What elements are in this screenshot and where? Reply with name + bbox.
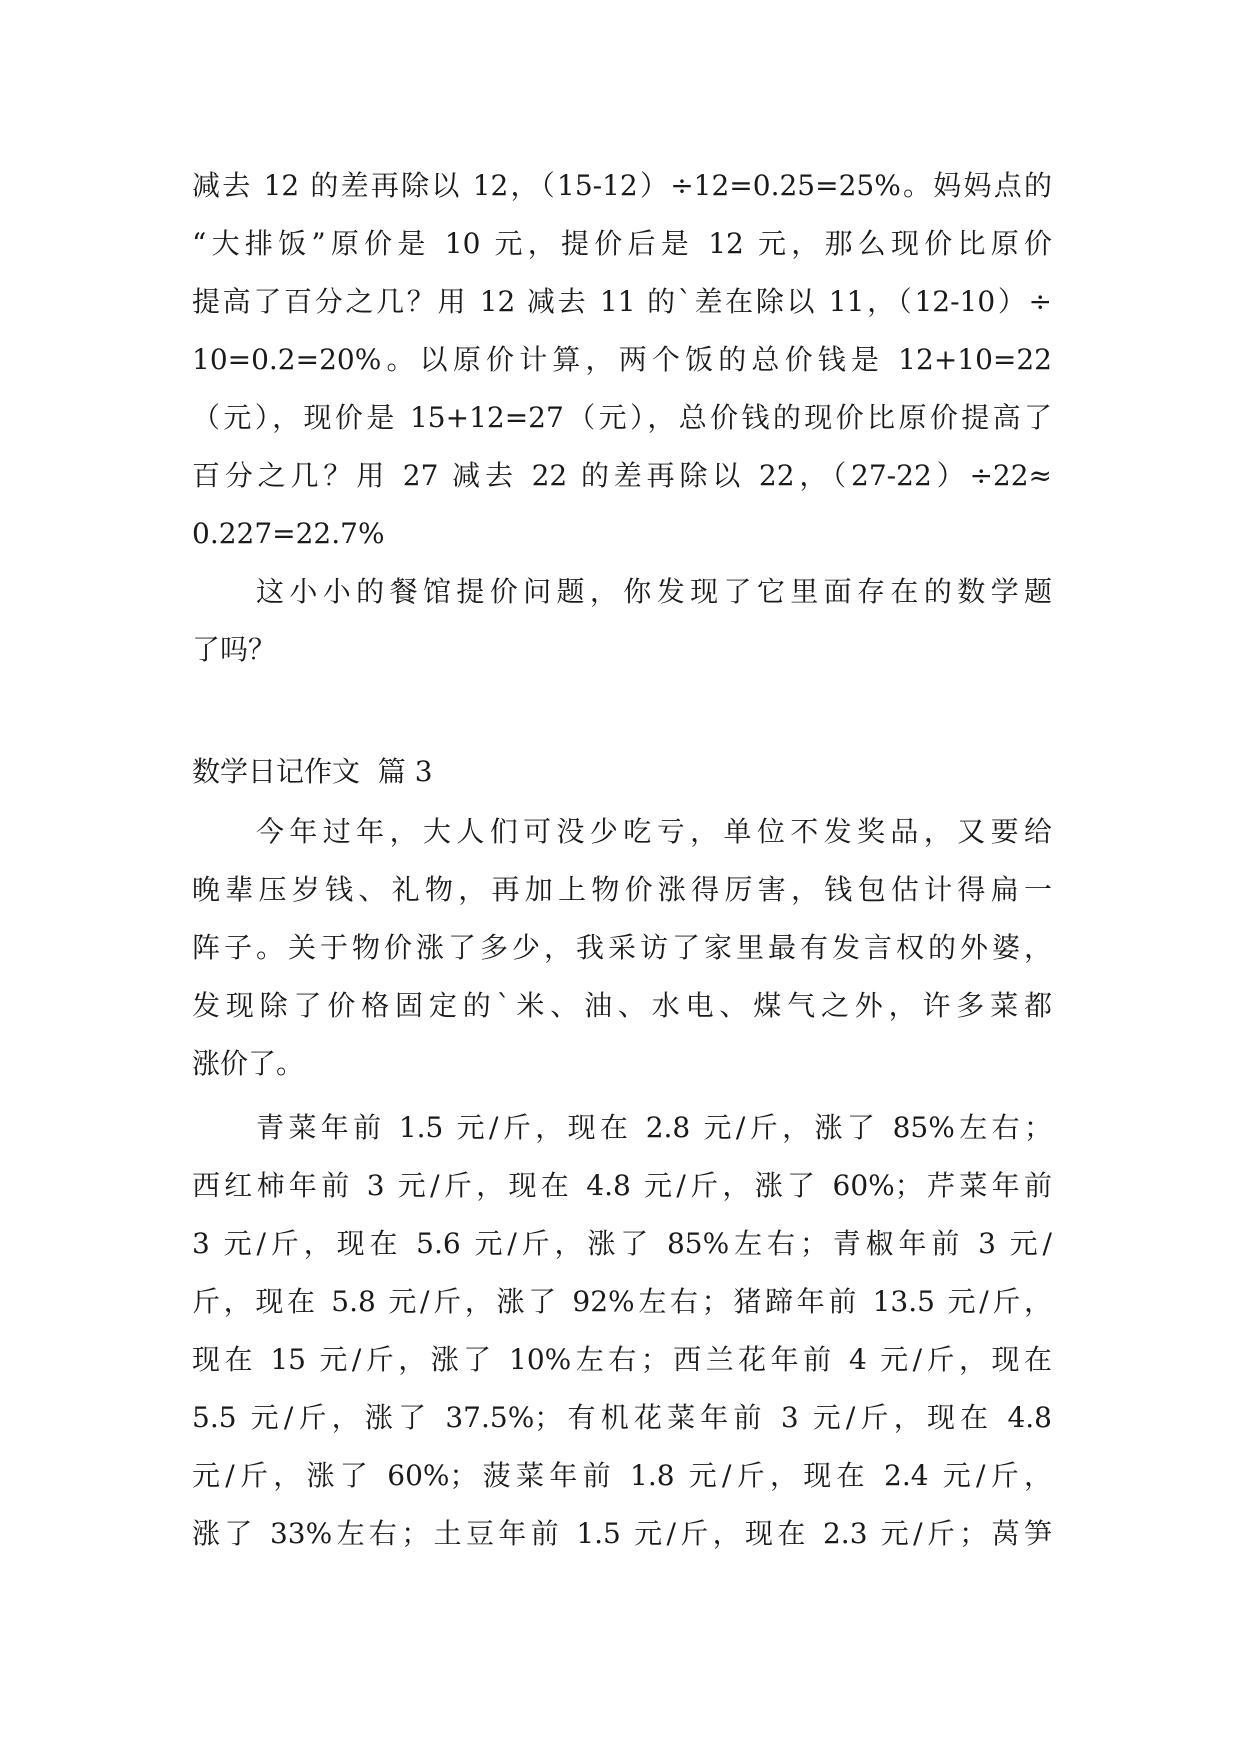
paragraph-line: 5.5 元/斤，涨了 37.5%；有机花菜年前 3 元/斤，现在 4.8 bbox=[192, 1401, 1052, 1434]
paragraph-line: 3 元/斤，现在 5.6 元/斤，涨了 85%左右；青椒年前 3 元/ bbox=[192, 1227, 1052, 1260]
paragraph-line: 0.227=22.7% bbox=[192, 517, 385, 550]
paragraph-line: 元/斤，涨了 60%；菠菜年前 1.8 元/斤，现在 2.4 元/斤， bbox=[192, 1459, 1052, 1492]
paragraph-line: 涨价了。 bbox=[192, 1047, 305, 1080]
section-heading: 数学日记作文 篇 3 bbox=[192, 755, 433, 788]
paragraph-line: （元），现价是 15+12=27（元），总价钱的现价比原价提高了 bbox=[192, 401, 1052, 434]
paragraph-line: 减去 12 的差再除以 12，（15-12）÷12=0.25=25%。妈妈点的 bbox=[192, 169, 1052, 202]
paragraph-line: 斤，现在 5.8 元/斤，涨了 92%左右；猪蹄年前 13.5 元/斤， bbox=[192, 1285, 1052, 1318]
paragraph-line: 今年过年，大人们可没少吃亏，单位不发奖品，又要给 bbox=[256, 815, 1052, 848]
paragraph-line: 10=0.2=20%。以原价计算，两个饭的总价钱是 12+10=22 bbox=[192, 343, 1052, 376]
paragraph-line: 西红柿年前 3 元/斤，现在 4.8 元/斤，涨了 60%；芹菜年前 bbox=[192, 1169, 1052, 1202]
paragraph-line: 百分之几？用 27 减去 22 的差再除以 22，（27-22）÷22≈ bbox=[192, 459, 1052, 492]
paragraph-line: “大排饭”原价是 10 元，提价后是 12 元，那么现价比原价 bbox=[192, 227, 1052, 260]
paragraph-line: 涨了 33%左右；土豆年前 1.5 元/斤，现在 2.3 元/斤；莴笋 bbox=[192, 1517, 1052, 1550]
paragraph-line: 这小小的餐馆提价问题，你发现了它里面存在的数学题 bbox=[256, 575, 1052, 608]
paragraph-line: 提高了百分之几？用 12 减去 11 的`差在除以 11，（12-10）÷ bbox=[192, 285, 1052, 318]
paragraph-line: 青菜年前 1.5 元/斤，现在 2.8 元/斤，涨了 85%左右； bbox=[256, 1111, 1052, 1144]
paragraph-line: 晚辈压岁钱、礼物，再加上物价涨得厉害，钱包估计得扁一 bbox=[192, 873, 1052, 906]
paragraph-line: 现在 15 元/斤，涨了 10%左右；西兰花年前 4 元/斤，现在 bbox=[192, 1343, 1052, 1376]
paragraph-line: 了吗？ bbox=[192, 633, 277, 666]
paragraph-line: 发现除了价格固定的`米、油、水电、煤气之外，许多菜都 bbox=[192, 989, 1052, 1022]
paragraph-line: 阵子。关于物价涨了多少，我采访了家里最有发言权的外婆， bbox=[192, 931, 1052, 964]
